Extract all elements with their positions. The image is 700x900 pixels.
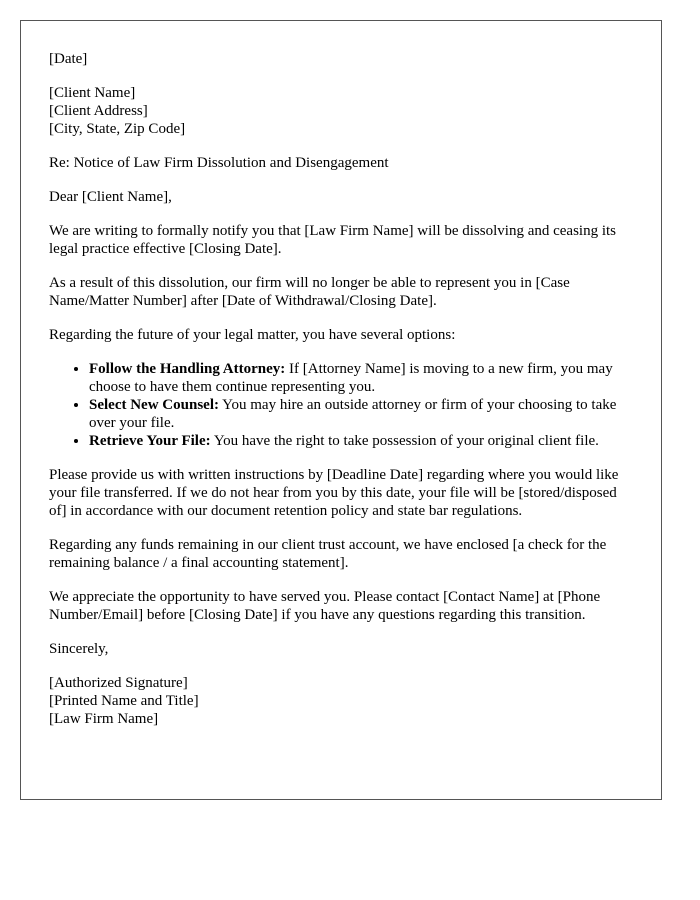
intro-paragraph: We are writing to formally notify you that [Law Firm Name] will be dissolving and ceasing its legal practice effective [Closing Date].: [49, 223, 617, 257]
printed-name-title: [Printed Name and Title]: [49, 693, 199, 709]
signature-firm-name: [Law Firm Name]: [49, 711, 159, 727]
sign-off: Sincerely,: [49, 641, 109, 657]
salutation: Dear [Client Name],: [49, 189, 172, 205]
recipient-address-block: [49, 84, 633, 138]
option-title: Follow the Handling Attorney:: [89, 361, 286, 377]
signature-block: [49, 674, 633, 728]
trust-funds-paragraph: Regarding any funds remaining in our client trust account, we have enclosed [a check for the remaining balance / a final accounting statement].: [49, 537, 607, 571]
recipient-name: [Client Name]: [49, 85, 136, 101]
letter-date: [Date]: [49, 51, 88, 67]
option-item-handling-attorney: [89, 360, 633, 396]
option-text: If [Attorney Name] is moving to a new firm, you may choose to have them continue representing you.: [89, 361, 613, 395]
representation-paragraph: As a result of this dissolution, our firm will no longer be able to represent you in [Case Name/Matter Number] after [Date of Withdrawal/Closing Date].: [49, 275, 570, 309]
instructions-paragraph: Please provide us with written instructions by [Deadline Date] regarding where you would like your file transferred. If we do not hear from you by this date, your file will be [stored/disposed of] in accordance with our document retention policy and state bar regulations.: [49, 467, 619, 519]
letter-page: [20, 20, 662, 800]
signature-line: [Authorized Signature]: [49, 675, 188, 691]
option-title: Select New Counsel:: [89, 397, 219, 413]
option-text: You have the right to take possession of your original client file.: [210, 433, 599, 449]
option-item-retrieve-file: [89, 432, 633, 450]
options-list: [49, 360, 633, 450]
options-lead-paragraph: Regarding the future of your legal matter, you have several options:: [49, 327, 456, 343]
subject-line: Re: Notice of Law Firm Dissolution and Disengagement: [49, 155, 389, 171]
option-text: You may hire an outside attorney or firm of your choosing to take over your file.: [89, 397, 617, 431]
closing-thanks-paragraph: We appreciate the opportunity to have served you. Please contact [Contact Name] at [Phone Number/Email] before [Closing Date] if you have any questions regarding this transition.: [49, 589, 601, 623]
recipient-city-state-zip: [City, State, Zip Code]: [49, 121, 186, 137]
option-item-new-counsel: [89, 396, 633, 432]
option-title: Retrieve Your File:: [89, 433, 211, 449]
recipient-address: [Client Address]: [49, 103, 148, 119]
